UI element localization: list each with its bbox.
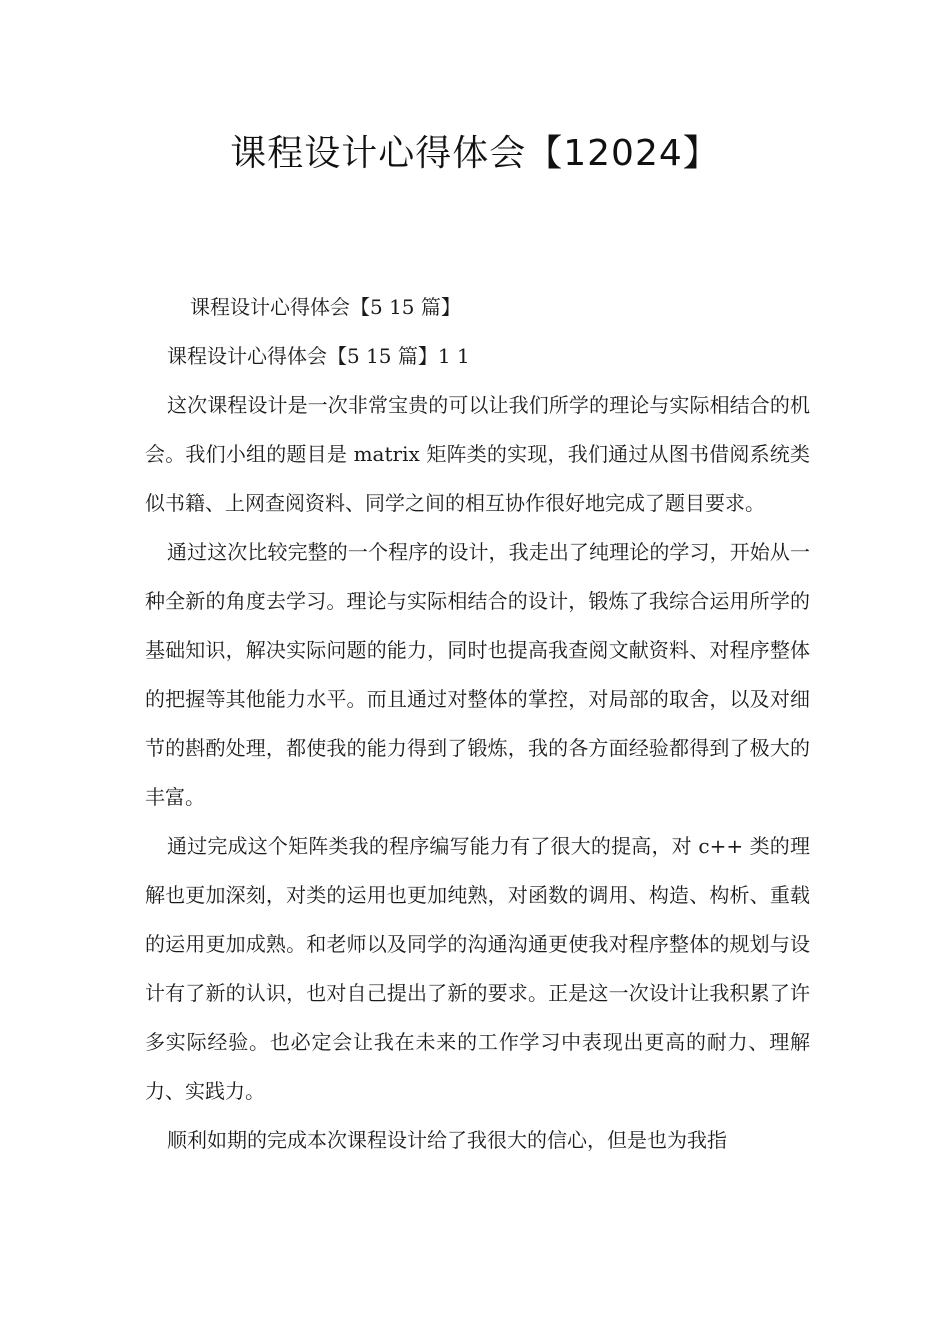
- subheading-1: 课程设计心得体会【5 15 篇】: [190, 295, 461, 319]
- subheading-2: 课程设计心得体会【5 15 篇】1 1: [167, 344, 470, 368]
- paragraph-3: 通过完成这个矩阵类我的程序编写能力有了很大的提高，对 c++ 类的理解也更加深刻，对类的运用也更加纯熟，对函数的调用、构造、构析、重载的运用更加成熟。和老师以及同学的沟通沟通更使我对程序整体的规划与设计有了新的认识，也对自己提出了新的要求。正是这一次设计让我积累了许多实际经验。也必定会让我在未来的工作学习中表现出更高的耐力、理解力、实践力。: [145, 834, 810, 1103]
- paragraph-1: 这次课程设计是一次非常宝贵的可以让我们所学的理论与实际相结合的机会。我们小组的题目是 matrix 矩阵类的实现，我们通过从图书借阅系统类似书籍、上网查阅资料、同学之间的相互协作很好地完成了题目要求。: [145, 393, 810, 515]
- paragraph-4: 顺利如期的完成本次课程设计给了我很大的信心，但是也为我指: [167, 1128, 727, 1152]
- document-body: [145, 283, 810, 1165]
- document-title: 课程设计心得体会【12024】: [230, 133, 720, 174]
- paragraph-2: 通过这次比较完整的一个程序的设计，我走出了纯理论的学习，开始从一种全新的角度去学习。理论与实际相结合的设计，锻炼了我综合运用所学的基础知识，解决实际问题的能力，同时也提高我查阅文献资料、对程序整体的把握等其他能力水平。而且通过对整体的掌控，对局部的取舍，以及对细节的斟酌处理，都使我的能力得到了锻炼，我的各方面经验都得到了极大的丰富。: [145, 540, 810, 809]
